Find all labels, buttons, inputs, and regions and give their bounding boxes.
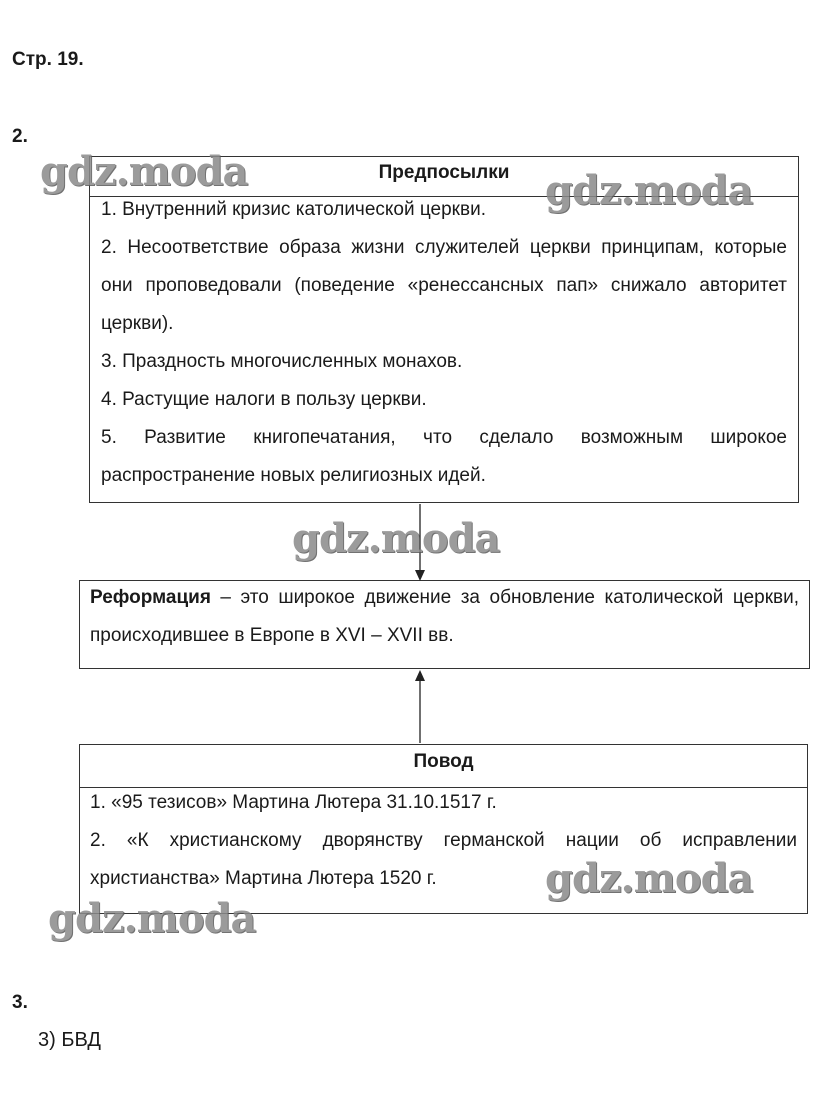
prerequisites-title: Предпосылки [90, 157, 798, 197]
arrow-up-head [415, 670, 425, 681]
watermark-logo: gdz.moda [40, 148, 248, 195]
prerequisite-item: 4. Растущие налоги в пользу церкви. [101, 389, 427, 410]
prerequisite-item: 3. Праздность многочисленных монахов. [101, 351, 463, 372]
watermark-logo: gdz.moda [545, 855, 753, 902]
definition-body: – это широкое движение за обновление католической церкви, происходившее в Европе в XVI – XVII вв. [90, 587, 799, 646]
cause-item: 2. «К христианскому дворянству германской нации об исправлении христианства» Мартина Лютера 1520 г. [90, 830, 797, 889]
arrow-down-head [415, 570, 425, 581]
task-3-answer: 3) БВД [38, 1029, 101, 1051]
task-3-number: 3. [12, 992, 28, 1013]
prerequisite-item: 2. Несоответствие образа жизни служителей церкви принципам, которые они проповедовали (поведение «ренессансных пап» снижало авторитет церкви). [101, 237, 787, 334]
prerequisite-item: 1. Внутренний кризис католической церкви. [101, 199, 486, 220]
watermark-logo: gdz.moda [545, 167, 753, 214]
definition-term: Реформация [90, 587, 211, 608]
cause-item: 1. «95 тезисов» Мартина Лютера 31.10.1517 г. [90, 792, 497, 813]
page-label: Стр. 19. [12, 49, 84, 70]
watermark-logo: gdz.moda [292, 515, 500, 562]
cause-title: Повод [80, 745, 807, 788]
task-2-number: 2. [12, 126, 28, 147]
watermark-logo: gdz.moda [48, 895, 256, 942]
prerequisite-item: 5. Развитие книгопечатания, что сделало возможным широкое распространение новых религиозных идей. [101, 427, 787, 486]
